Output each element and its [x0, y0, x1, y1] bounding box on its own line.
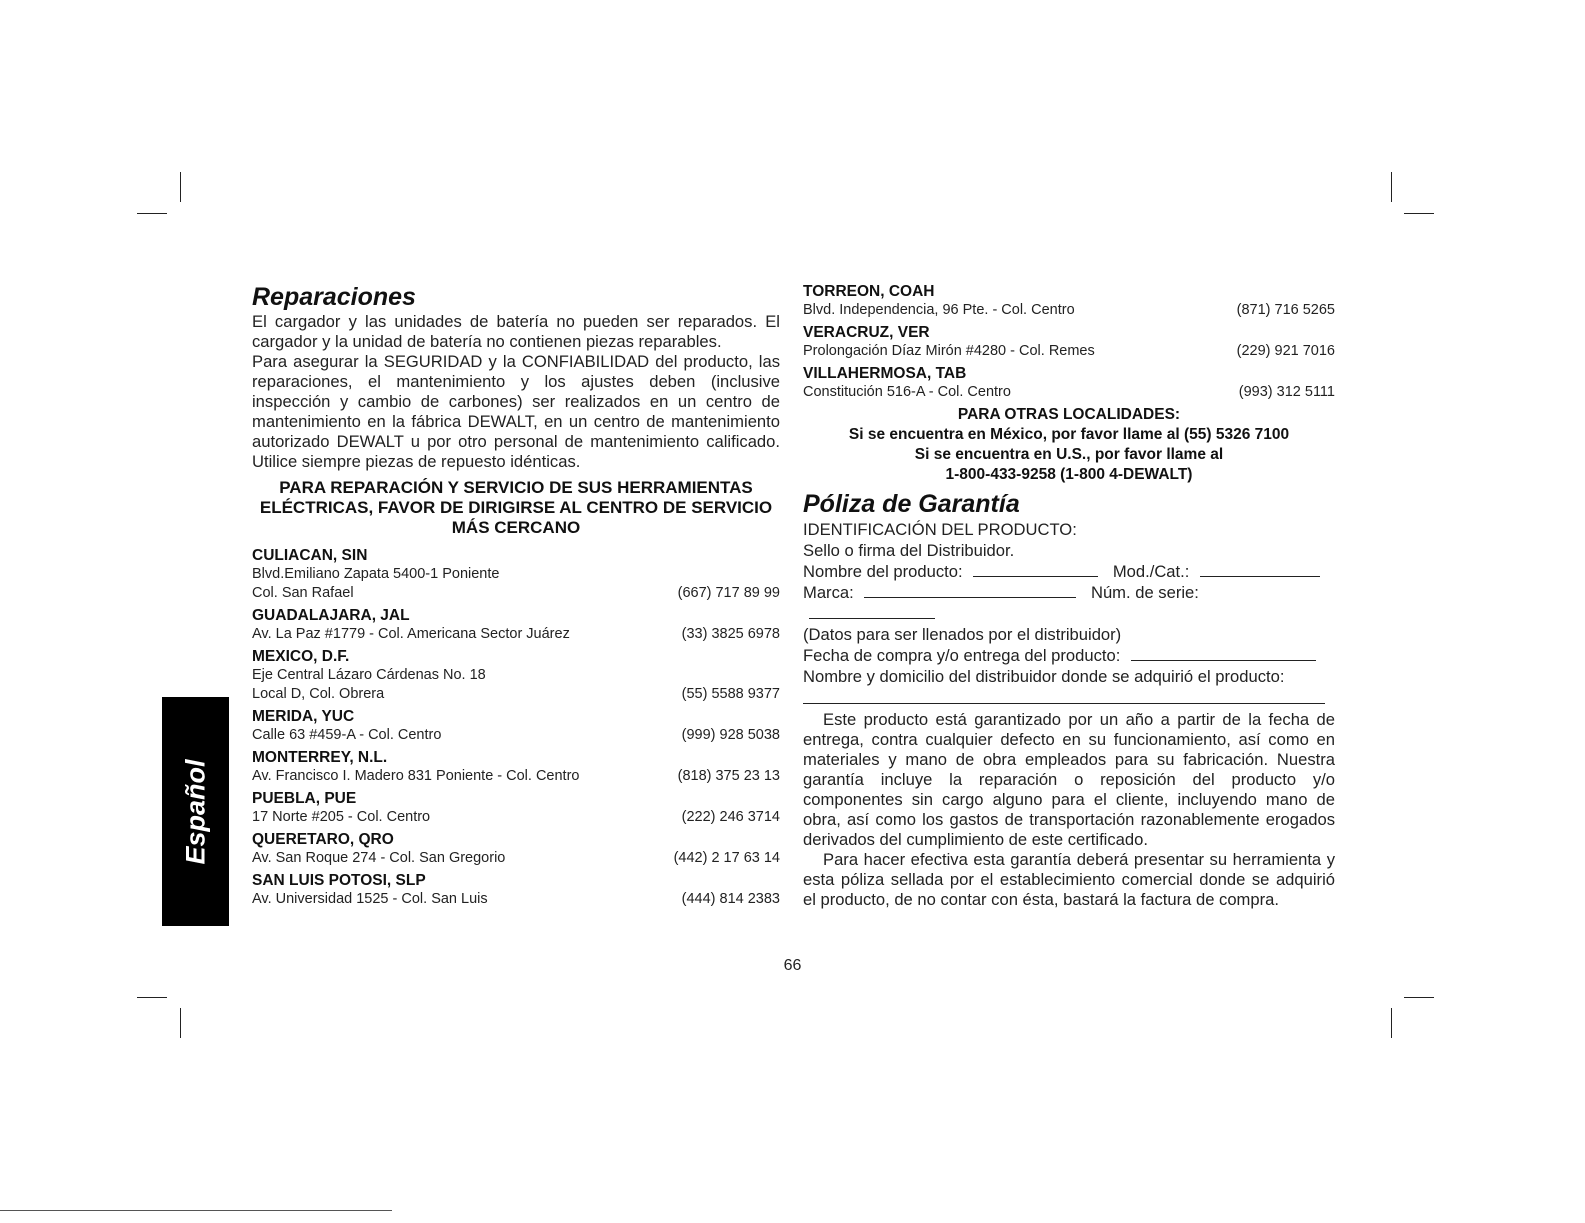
other-locations-us-phone: 1-800-433-9258 (1-800 4-DEWALT) [945, 466, 1193, 483]
service-location [803, 282, 1335, 320]
warranty-paragraph-1: Este producto está garantizado por un año a partir de la fecha de entrega, contra cualquier defecto en su funcionamiento, así como en materiales y mano de obra empleados para su fabricación. Nuestra garantía incluye la reparación o reposición del producto y/o componentes sin cargo alguno para el cliente, incluyendo mano de obra, así como los gastos de transportación razonablemente erogados derivados del cumplimiento de este certificado. [803, 710, 1335, 849]
service-location [803, 323, 1335, 361]
brand-blank [864, 583, 1076, 598]
distributor-address-label: Nombre y domicilio del distribuidor donde se adquirió el producto: [803, 667, 1285, 686]
location-line [803, 383, 1335, 402]
serial-blank [809, 604, 935, 619]
product-name-label: Nombre del producto: [803, 562, 963, 581]
model-blank [1200, 562, 1320, 577]
language-side-tab [162, 697, 229, 926]
product-name-blank [973, 562, 1098, 577]
location-phone: (222) 246 3714 [681, 809, 780, 825]
location-address: Av. Francisco I. Madero 831 Poniente - Col. Centro [252, 768, 580, 784]
bottom-rule [0, 1210, 392, 1211]
crop-mark [1404, 997, 1434, 998]
location-address: Av. San Roque 274 - Col. San Gregorio [252, 850, 506, 866]
distributor-address-blank [803, 691, 1325, 704]
product-identification-form [803, 519, 1335, 704]
service-heading: PARA REPARACIÓN Y SERVICIO DE SUS HERRAMIENTAS ELÉCTRICAS, FAVOR DE DIRIGIRSE AL CENTRO DE SERVICIO MÁS CERCANO [259, 478, 773, 537]
warranty-paragraph-2: Para hacer efectiva esta garantía deberá presentar su herramienta y esta póliza sellada por el establecimiento comercial donde se adquirió el producto, de no contar con ésta, bastará la factura de compra. [803, 850, 1335, 909]
right-column [803, 282, 1335, 910]
location-city: SAN LUIS POTOSI, SLP [252, 872, 426, 889]
location-line [252, 625, 780, 644]
crop-mark [1391, 1008, 1392, 1038]
location-phone: (442) 2 17 63 14 [673, 850, 780, 866]
warranty-title: Póliza de Garantía [803, 490, 1020, 518]
service-location [252, 647, 780, 704]
repairs-paragraph-1: El cargador y las unidades de batería no pueden ser reparados. El cargador y la unidad de batería no contienen piezas reparables. [252, 312, 780, 351]
crop-mark [1404, 213, 1434, 214]
location-phone: (444) 814 2383 [681, 891, 780, 907]
purchase-date-row [803, 645, 1335, 666]
other-locations-us: Si se encuentra en U.S., por favor llame al [914, 446, 1224, 463]
service-location [252, 871, 780, 909]
service-location [252, 546, 780, 603]
location-city: VILLAHERMOSA, TAB [803, 365, 967, 382]
location-city: GUADALAJARA, JAL [252, 607, 410, 624]
service-location [803, 364, 1335, 402]
location-line [252, 726, 780, 745]
crop-mark [180, 172, 181, 202]
location-phone: (818) 375 23 13 [677, 768, 780, 784]
crop-mark [137, 213, 167, 214]
location-city: VERACRUZ, VER [803, 324, 930, 341]
service-locations-left [252, 546, 780, 909]
repairs-paragraph-2: Para asegurar la SEGURIDAD y la CONFIABILIDAD del producto, las reparaciones, el mantenimiento y los ajustes deben (inclusive inspección y cambio de carbones) ser realizados en un centro de mantenimiento en la fábrica DEWALT, en un centro de mantenimiento autorizado DEWALT u por otro personal de mantenimiento calificado. Utilice siempre piezas de repuesto idénticas. [252, 352, 780, 471]
service-location [252, 606, 780, 644]
location-phone: (33) 3825 6978 [681, 626, 780, 642]
seal-label: Sello o firma del Distribuidor. [803, 541, 1015, 560]
left-column [252, 282, 780, 912]
location-line [252, 849, 780, 868]
location-address: Prolongación Díaz Mirón #4280 - Col. Remes [803, 343, 1095, 359]
location-address: 17 Norte #205 - Col. Centro [252, 809, 431, 825]
page-number: 66 [783, 957, 802, 974]
location-line [803, 301, 1335, 320]
crop-mark [180, 1008, 181, 1038]
purchase-date-blank [1131, 646, 1316, 661]
location-city: QUERETARO, QRO [252, 831, 394, 848]
location-address: Blvd.Emiliano Zapata 5400-1 Poniente [252, 566, 500, 582]
location-line [252, 808, 780, 827]
location-phone: (667) 717 89 99 [677, 585, 780, 601]
serial-label: Núm. de serie: [1090, 583, 1199, 602]
brand-row [803, 582, 1335, 624]
location-address: Eje Central Lázaro Cárdenas No. 18 [252, 667, 486, 683]
location-line [252, 685, 780, 704]
crop-mark [137, 997, 167, 998]
service-location [252, 830, 780, 868]
other-locations-mexico: Si se encuentra en México, por favor llame al (55) 5326 7100 [848, 426, 1290, 443]
location-phone: (999) 928 5038 [681, 727, 780, 743]
location-address: Calle 63 #459-A - Col. Centro [252, 727, 442, 743]
location-address: Constitución 516-A - Col. Centro [803, 384, 1011, 400]
location-phone: (993) 312 5111 [1238, 384, 1335, 400]
distributor-note: (Datos para ser llenados por el distribuidor) [803, 625, 1122, 644]
service-location [252, 789, 780, 827]
brand-label: Marca: [803, 583, 854, 602]
location-address: Av. Universidad 1525 - Col. San Luis [252, 891, 488, 907]
crop-mark [1391, 172, 1392, 202]
service-locations-right [803, 282, 1335, 402]
location-city: MERIDA, YUC [252, 708, 355, 725]
location-city: PUEBLA, PUE [252, 790, 357, 807]
location-line [252, 666, 780, 685]
service-location [252, 707, 780, 745]
location-line [252, 584, 780, 603]
location-city: MEXICO, D.F. [252, 648, 350, 665]
language-tab-label: Español [180, 758, 210, 865]
other-locations-heading: PARA OTRAS LOCALIDADES: [957, 406, 1181, 423]
location-address: Col. San Rafael [252, 585, 354, 601]
location-line [803, 342, 1335, 361]
location-line [252, 565, 780, 584]
location-phone: (229) 921 7016 [1236, 343, 1335, 359]
model-label: Mod./Cat.: [1112, 562, 1190, 581]
location-address: Av. La Paz #1779 - Col. Americana Sector Juárez [252, 626, 570, 642]
service-location [252, 748, 780, 786]
repairs-title: Reparaciones [252, 283, 416, 311]
location-phone: (55) 5588 9377 [681, 686, 780, 702]
location-line [252, 767, 780, 786]
product-id-label: IDENTIFICACIÓN DEL PRODUCTO: [803, 520, 1077, 539]
purchase-date-label: Fecha de compra y/o entrega del producto: [803, 646, 1121, 665]
location-city: CULIACAN, SIN [252, 547, 368, 564]
product-name-row [803, 561, 1335, 582]
location-city: TORREON, COAH [803, 283, 935, 300]
location-phone: (871) 716 5265 [1236, 302, 1335, 318]
location-line [252, 890, 780, 909]
location-address: Blvd. Independencia, 96 Pte. - Col. Centro [803, 302, 1075, 318]
location-address: Local D, Col. Obrera [252, 686, 385, 702]
location-city: MONTERREY, N.L. [252, 749, 388, 766]
